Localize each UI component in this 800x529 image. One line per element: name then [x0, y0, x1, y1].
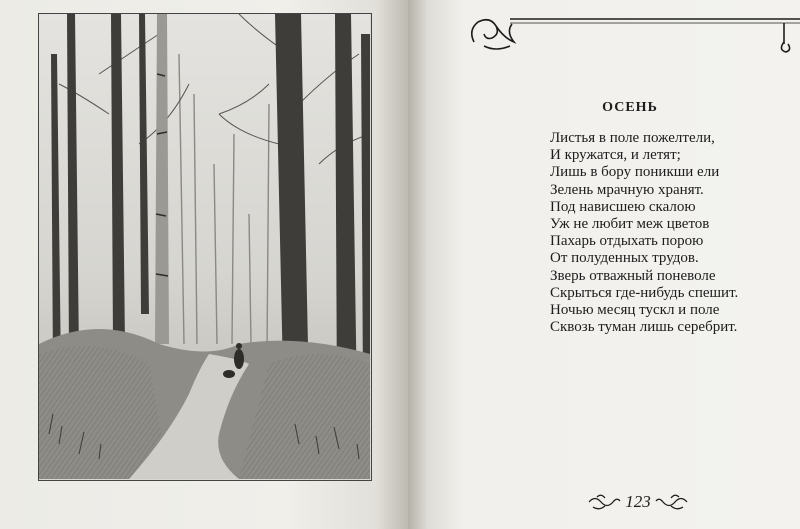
poem-line: И кружатся, и летят; — [550, 147, 681, 164]
poem-line: Ночью месяц тускл и поле — [550, 302, 720, 319]
poem-stanza — [550, 130, 770, 336]
forest-illustration — [38, 13, 372, 481]
poem — [470, 100, 770, 336]
page-number: 123 — [625, 492, 651, 511]
right-flourish-icon — [655, 493, 689, 511]
poem-line: От полуденных трудов. — [550, 250, 699, 267]
poem-line: Зелень мрачную хранят. — [550, 181, 704, 198]
decorative-header-ornament — [466, 12, 800, 58]
flourish-icon — [466, 12, 800, 58]
forest-engraving-image — [39, 14, 370, 479]
page-footer — [578, 488, 698, 516]
poem-line: Лишь в бору поникши ели — [550, 164, 720, 181]
poem-line: Листья в поле пожелтели, — [550, 130, 715, 146]
poem-line: Пахарь отдыхать порою — [550, 233, 704, 250]
poem-line: Сквозь туман лишь серебрит. — [550, 319, 738, 336]
poem-line: Скрыться где-нибудь спешит. — [550, 284, 739, 301]
poem-title: ОСЕНЬ — [602, 100, 658, 115]
poem-line: Под нависшею скалою — [550, 198, 696, 215]
poem-line: Зверь отважный поневоле — [550, 267, 716, 284]
left-flourish-icon — [587, 493, 621, 511]
poem-line: Уж не любит меж цветов — [550, 216, 710, 233]
